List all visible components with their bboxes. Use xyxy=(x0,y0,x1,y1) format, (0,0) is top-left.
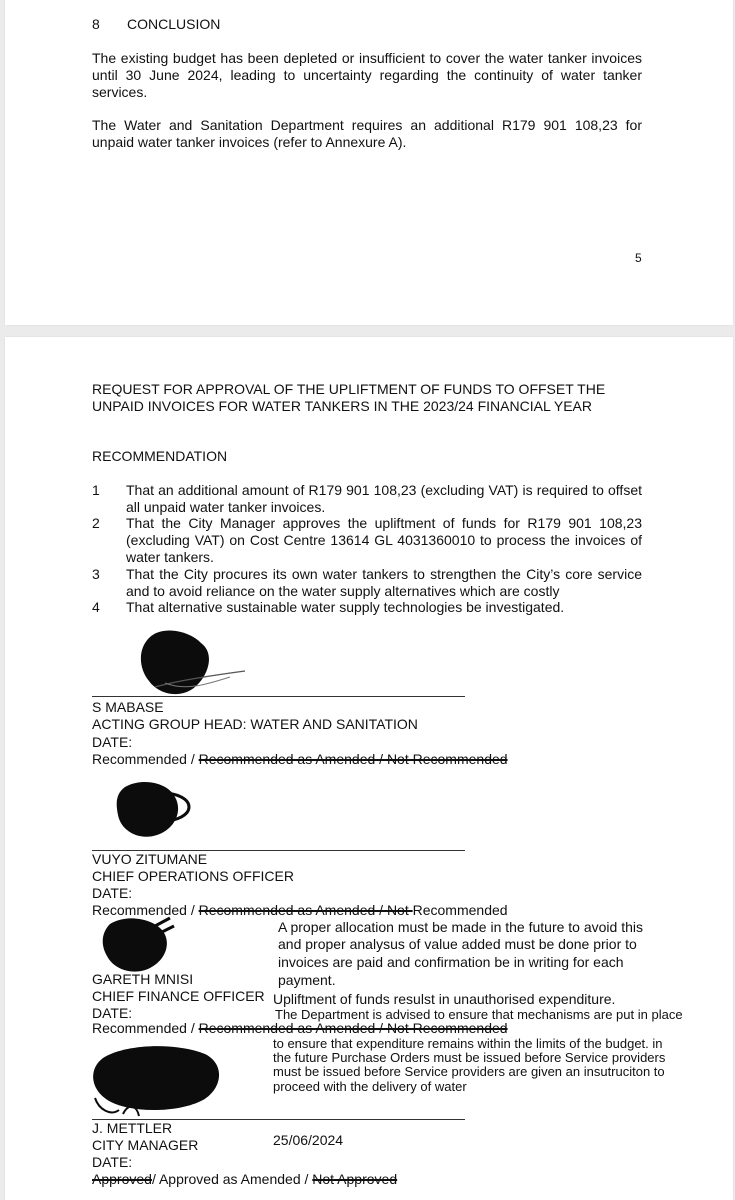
signature-line xyxy=(92,696,465,697)
signed-date: 25/06/2024 xyxy=(273,1132,344,1148)
recommendation-number: 2 xyxy=(92,515,100,531)
status-not-approved-struck: Not Approved xyxy=(312,1171,398,1187)
cfo-note-line: the future Purchase Orders must be issued before Service providers xyxy=(273,1050,666,1065)
signatory-title: ACTING GROUP HEAD: WATER AND SANITATION xyxy=(92,716,418,732)
recommendation-heading: RECOMMENDATION xyxy=(92,448,228,464)
request-title-line-2: UNPAID INVOICES FOR WATER TANKERS IN THE 2023/24 FINANCIAL YEAR xyxy=(92,398,592,414)
redacted-signature xyxy=(113,779,203,841)
section-number: 8 xyxy=(92,16,100,32)
status-struck: Recommended as Amended / Not Recommended xyxy=(198,1020,508,1036)
redacted-signature xyxy=(135,625,255,705)
page-number: 5 xyxy=(635,251,642,265)
recommendation-item: That an additional amount of R179 901 108,23 (excluding VAT) is required to offset all unpaid water tanker invoices. xyxy=(126,482,642,515)
cfo-note-line: proceed with the delivery of water xyxy=(273,1079,467,1094)
recommendation-item: That the City Manager approves the upliftment of funds for R179 901 108,23 (excluding VAT) on Cost Centre 13614 GL 4031360010 to process the invoices of water tankers. xyxy=(126,515,642,565)
status-recommended: Recommended / xyxy=(92,1020,199,1036)
conclusion-paragraph-1: The existing budget has been depleted or insufficient to cover the water tanker invoices until 30 June 2024, leading to uncertainty regarding the continuity of water tanker services. xyxy=(92,50,642,100)
request-title-line-1: REQUEST FOR APPROVAL OF THE UPLIFTMENT OF FUNDS TO OFFSET THE xyxy=(92,381,606,397)
recommendation-status xyxy=(92,751,508,768)
signatory-name: J. METTLER xyxy=(92,1120,173,1136)
cfo-note-line: A proper allocation must be made in the future to avoid this xyxy=(278,919,643,935)
signatory-title: CITY MANAGER xyxy=(92,1137,199,1153)
cfo-note-line: to ensure that expenditure remains within the limits of the budget. in xyxy=(273,1036,663,1051)
status-recommended: Recommended / xyxy=(92,902,199,918)
status-approved-as-amended: / Approved as Amended / xyxy=(151,1171,313,1187)
date-label: DATE: xyxy=(92,885,133,901)
signatory-name: GARETH MNISI xyxy=(92,971,194,987)
conclusion-paragraph-2: The Water and Sanitation Department requires an additional R179 901 108,23 for unpaid water tanker invoices (refer to Annexure A). xyxy=(92,117,642,150)
section-title: CONCLUSION xyxy=(127,16,221,32)
cfo-note-line: Upliftment of funds resulst in unauthorised expenditure. xyxy=(273,991,616,1007)
recommendation-status xyxy=(92,1020,508,1037)
approval-status xyxy=(92,1171,397,1188)
redacted-signature xyxy=(100,914,180,976)
date-label: DATE: xyxy=(92,1005,133,1021)
status-approved-struck: Approved xyxy=(92,1171,152,1187)
recommendation-item: That the City procures its own water tankers to strengthen the City’s core service and to avoid reliance on the water supply alternatives which are costly xyxy=(126,566,642,599)
date-label: DATE: xyxy=(92,1154,133,1170)
recommendation-item: That alternative sustainable water supply technologies be investigated. xyxy=(126,599,565,615)
signatory-name: S MABASE xyxy=(92,699,164,715)
document-page-6 xyxy=(5,337,733,1200)
signatory-title: CHIEF FINANCE OFFICER xyxy=(92,988,265,1004)
signatory-title: CHIEF OPERATIONS OFFICER xyxy=(92,868,294,884)
cfo-note-line: The Department is advised to ensure that mechanisms are put in place xyxy=(275,1007,683,1022)
signatory-name: VUYO ZITUMANE xyxy=(92,851,208,867)
cfo-note-line: and proper analysus of value added must be done prior to xyxy=(278,936,637,952)
document-page-5 xyxy=(5,0,733,325)
recommendation-number: 4 xyxy=(92,599,100,615)
cfo-note-line: payment. xyxy=(278,972,336,988)
date-label: DATE: xyxy=(92,734,133,750)
status-recommended-final: Recommended xyxy=(412,902,508,918)
cfo-note-line: invoices are paid and confirmation be in writing for each xyxy=(278,954,624,970)
redacted-signature xyxy=(85,1040,235,1120)
cfo-note-line: must be issued before Service providers are given an insutruciton to xyxy=(273,1064,665,1079)
status-recommended: Recommended / xyxy=(92,751,199,767)
recommendation-number: 3 xyxy=(92,566,100,582)
recommendation-number: 1 xyxy=(92,482,100,498)
status-struck: Recommended as Amended / Not xyxy=(198,902,413,918)
status-struck: Recommended as Amended / Not Recommended xyxy=(198,751,508,767)
